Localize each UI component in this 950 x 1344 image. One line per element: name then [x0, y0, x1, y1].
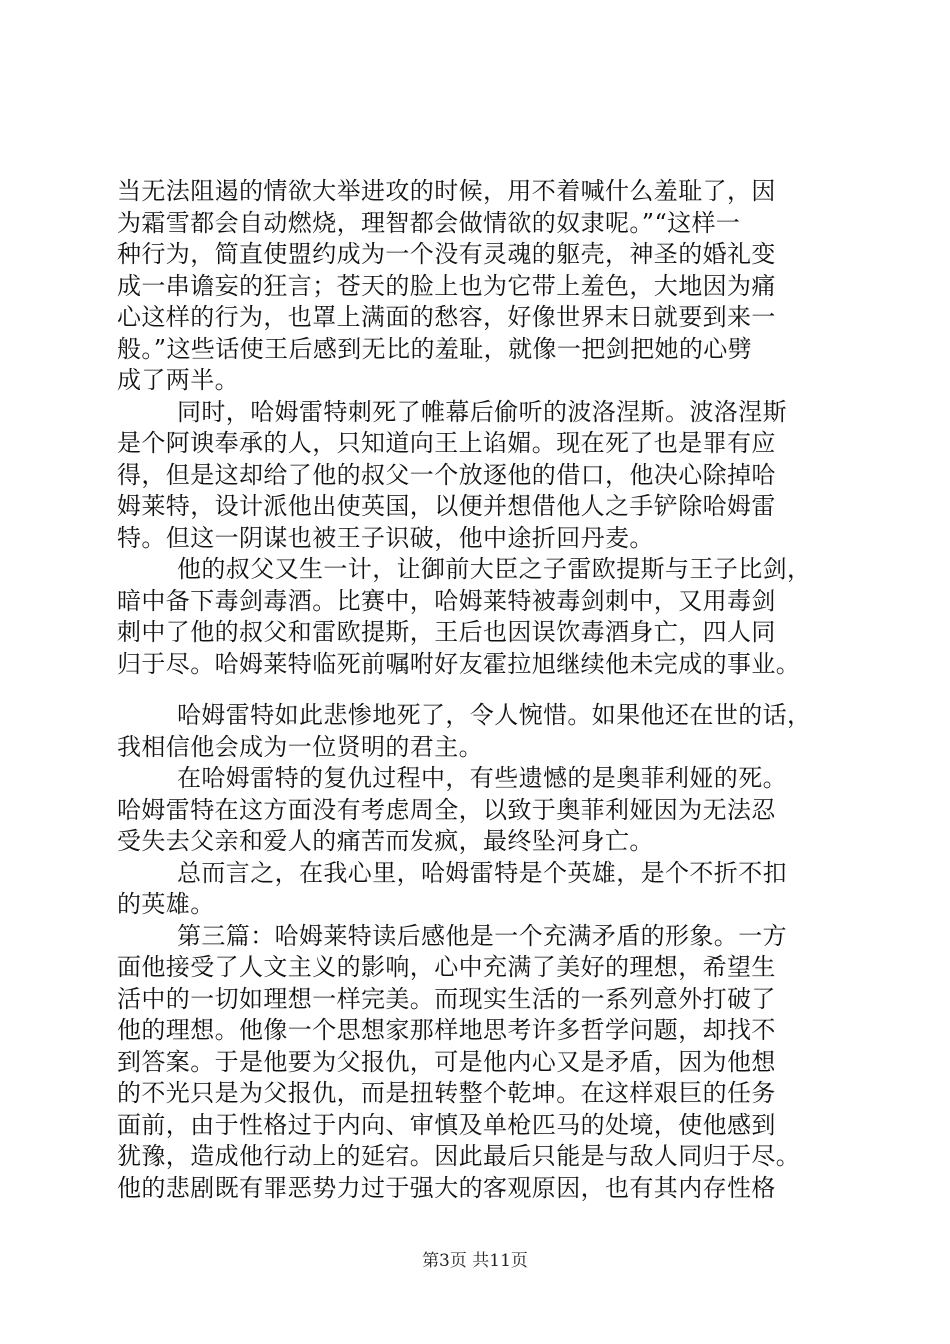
text-line: 当无法阻遏的情欲大举进攻的时候，用不着喊什么羞耻了，因: [117, 177, 776, 205]
paragraph-first-line: 第三篇：哈姆莱特读后感他是一个充满矛盾的形象。一方: [177, 921, 787, 950]
text-line: 般。”这些话使王后感到无比的羞耻，就像一把剑把她的心劈: [117, 334, 753, 363]
text-line: 面前，由于性格过于内向、审慎及单枪匹马的处境，使他感到: [117, 1110, 776, 1139]
text-line: 他的悲剧既有罪恶势力过于强大的客观原因，也有其内存性格: [117, 1173, 776, 1202]
text-line: 犹豫，造成他行动上的延宕。因此最后只能是与敌人同归于尽。: [117, 1142, 801, 1170]
text-line: 特。但这一阴谋也被王子识破，他中途折回丹麦。: [117, 523, 654, 552]
text-line: 心这样的行为，也罩上满面的愁容，好像世界末日就要到来一: [117, 303, 776, 331]
text-line: 是个阿谀奉承的人，只知道向王上谄媚。现在死了也是罪有应: [117, 429, 776, 457]
text-line: 成了两半。: [117, 366, 239, 394]
page-footer: [0, 1246, 950, 1271]
paragraph-first-line: 他的叔父又生一计，让御前大臣之子雷欧提斯与王子比剑，: [177, 555, 812, 583]
text-line: 归于尽。哈姆莱特临死前嘱咐好友霍拉旭继续他未完成的事业。: [117, 649, 801, 678]
text-line: 为霜雪都会自动燃烧，理智都会做情欲的奴隶呢。”“这样一: [117, 208, 741, 237]
text-line: 受失去父亲和爱人的痛苦而发疯，最终坠河身亡。: [117, 827, 654, 855]
paragraph-first-line: 在哈姆雷特的复仇过程中，有些遗憾的是奥菲利娅的死。: [177, 764, 787, 792]
text-line: 他的理想。他像一个思想家那样地思考许多哲学问题，却找不: [117, 1016, 776, 1044]
text-line: 活中的一切如理想一样完美。而现实生活的一系列意外打破了: [117, 984, 776, 1013]
text-line: 哈姆雷特在这方面没有考虑周全，以致于奥菲利娅因为无法忍: [117, 795, 776, 824]
page-number-label: 第3页 共11页: [422, 1251, 528, 1271]
text-line: 面他接受了人文主义的影响，心中充满了美好的理想，希望生: [117, 953, 776, 981]
text-line: 暗中备下毒剑毒酒。比赛中，哈姆莱特被毒剑刺中，又用毒剑: [117, 586, 776, 615]
paragraph-first-line: 总而言之，在我心里，哈姆雷特是个英雄，是个不折不扣: [177, 858, 787, 887]
text-line: 的不光只是为父报仇，而是扭转整个乾坤。在这样艰巨的任务: [117, 1079, 776, 1107]
text-line: 种行为，简直使盟约成为一个没有灵魂的躯壳，神圣的婚礼变: [117, 240, 776, 268]
text-line: 刺中了他的叔父和雷欧提斯，王后也因误饮毒酒身亡，四人同: [117, 618, 776, 646]
text-line: 成一串谵妄的狂言；苍天的脸上也为它带上羞色，大地因为痛: [117, 271, 776, 300]
paragraph-first-line: 同时，哈姆雷特刺死了帷幕后偷听的波洛涅斯。波洛涅斯: [177, 397, 787, 426]
text-line: 到答案。于是他要为父报仇，可是他内心又是矛盾，因为他想: [117, 1047, 776, 1076]
text-line: 我相信他会成为一位贤明的君主。: [117, 732, 483, 761]
text-line: 姆莱特，设计派他出使英国，以便并想借他人之手铲除哈姆雷: [117, 492, 776, 520]
paragraph-gap: [117, 680, 852, 700]
text-line: 的英雄。: [117, 890, 215, 918]
paragraph-first-line: 哈姆雷特如此悲惨地死了，令人惋惜。如果他还在世的话，: [177, 701, 812, 729]
body-text: [117, 176, 852, 1204]
text-line: 得，但是这却给了他的叔父一个放逐他的借口，他决心除掉哈: [117, 460, 776, 489]
